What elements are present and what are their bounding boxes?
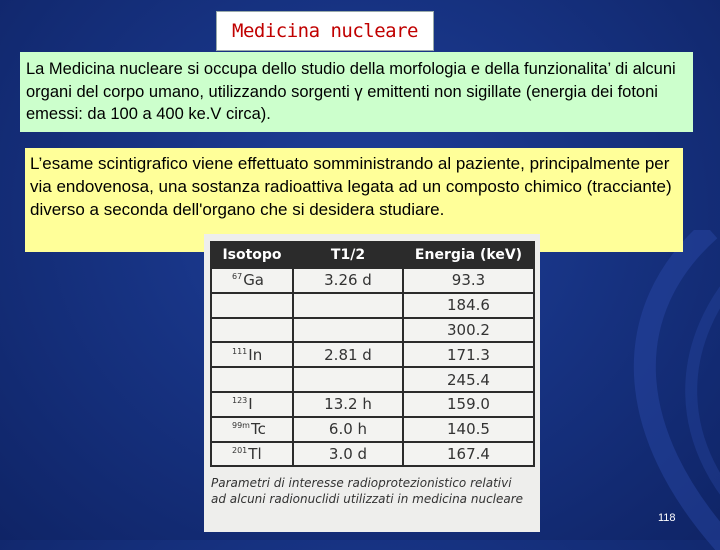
isotope-cell [211,417,293,442]
exam-text-box: L’esame scintigrafico viene effettuato somministrando al paziente, principalmente per via endovenosa, una sostanza radioattiva legata ad un composto chimico (tracciante) diverso a seconda dell'organo che si desidera studiare. [25,148,683,252]
half-life-cell [293,367,403,392]
header-half-life: T1/2 [293,242,403,268]
half-life-cell [293,293,403,318]
isotope-cell [211,442,293,467]
isotope-cell [211,392,293,417]
isotope-cell [211,268,293,293]
half-life-cell: 3.0 d [293,442,403,467]
half-life-cell [293,318,403,343]
table-row [211,367,534,392]
energy-cell: 171.3 [403,342,534,367]
table-row [211,417,534,442]
element-symbol: Tl [248,444,262,463]
page-number: 118 [658,512,676,524]
mass-number: 67 [232,272,243,282]
isotope-cell [211,342,293,367]
isotope-cell [211,318,293,343]
isotope-table [210,241,535,467]
half-life-cell: 3.26 d [293,268,403,293]
table-row [211,442,534,467]
element-symbol: Tc [250,420,266,439]
energy-cell: 245.4 [403,367,534,392]
background-swoosh [560,230,720,550]
mass-number: 123 [232,396,248,406]
half-life-cell: 2.81 d [293,342,403,367]
element-symbol: Ga [243,271,265,290]
isotope-cell [211,293,293,318]
element-symbol: I [248,395,253,414]
isotope-table-figure [204,234,540,532]
energy-cell: 300.2 [403,318,534,343]
energy-cell: 167.4 [403,442,534,467]
half-life-cell: 6.0 h [293,417,403,442]
mass-number: 111 [232,346,248,356]
header-isotopo: Isotopo [211,242,293,268]
energy-cell: 159.0 [403,392,534,417]
element-symbol: In [248,345,263,364]
table-caption: Parametri di interesse radioprotezionistico relativi ad alcuni radionuclidi utilizzati in medicina nucleare [211,476,524,507]
energy-cell: 93.3 [403,268,534,293]
table-row [211,342,534,367]
slide-title: Medicina nucleare [216,11,434,51]
table-row [211,268,534,293]
table-row [211,392,534,417]
energy-cell: 184.6 [403,293,534,318]
table-row [211,318,534,343]
mass-number: 99m [232,421,250,431]
mass-number: 201 [232,445,248,455]
isotope-cell [211,367,293,392]
intro-text-box: La Medicina nucleare si occupa dello studio della morfologia e della funzionalita’ di alcuni organi del corpo umano, utilizzando sorgenti γ emittenti non sigillate (energia dei fotoni emessi: da 100 a 400 ke.V circa). [20,52,693,132]
energy-cell: 140.5 [403,417,534,442]
half-life-cell: 13.2 h [293,392,403,417]
table-row [211,293,534,318]
header-energy: Energia (keV) [403,242,534,268]
